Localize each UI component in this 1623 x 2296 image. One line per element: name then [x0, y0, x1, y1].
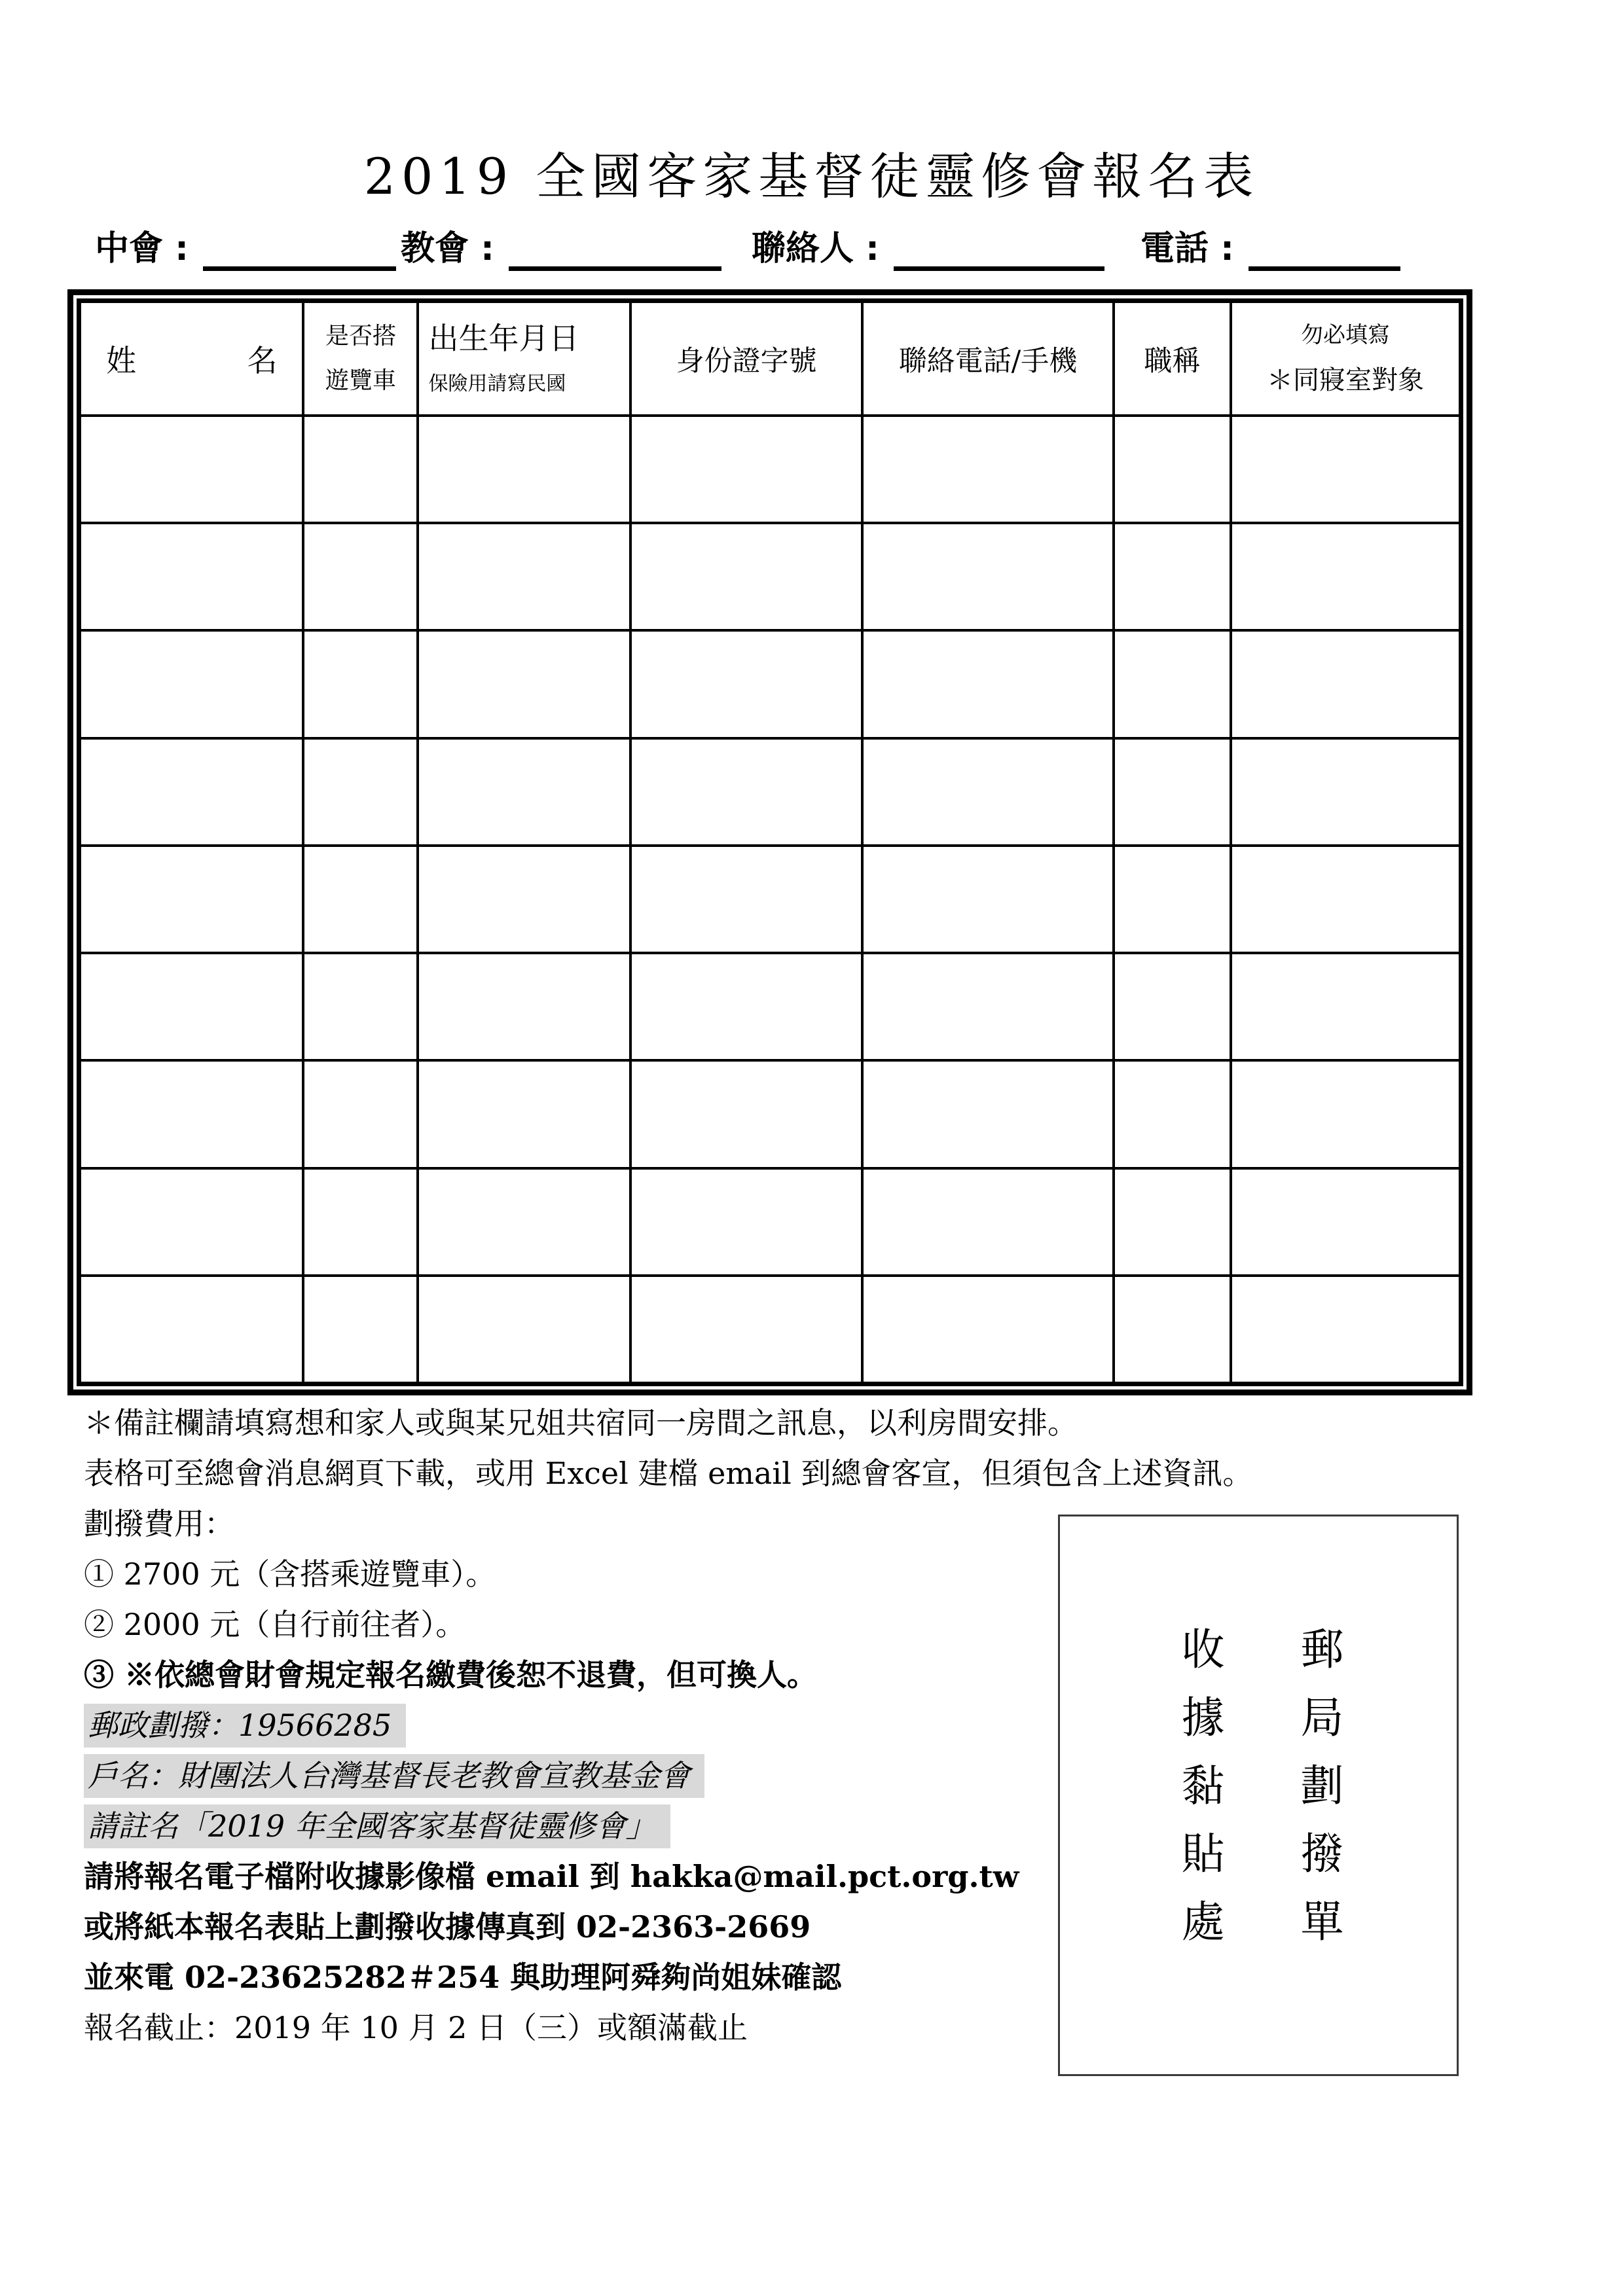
table-cell	[630, 630, 862, 738]
note-line: 請將報名電子檔附收據影像檔 email 到 hakka@mail.pct.org.tw	[84, 1858, 1019, 1894]
note-row	[84, 1852, 1066, 1902]
table-row	[80, 416, 1460, 523]
receipt-paste-label: 收據黏貼處	[1174, 1626, 1224, 1967]
table-cell	[630, 523, 862, 630]
table-cell	[862, 416, 1114, 523]
note-line: 劃撥費用：	[84, 1505, 234, 1541]
column-header-5: 聯絡電話/手機	[862, 302, 1114, 416]
table-row	[80, 953, 1460, 1060]
table-cell	[630, 1276, 862, 1383]
note-row	[84, 1650, 1066, 1700]
table-cell	[1231, 738, 1460, 846]
column-header-1: 姓 名	[80, 302, 303, 416]
table-cell	[1231, 630, 1460, 738]
table-cell	[418, 738, 630, 846]
field-presbytery	[95, 215, 396, 275]
note-line: 或將紙本報名表貼上劃撥收據傳真到 02-2363-2669	[84, 1909, 811, 1945]
column-header-6: 職稱	[1114, 302, 1231, 416]
table-cell	[1114, 953, 1231, 1060]
table-cell	[1114, 1276, 1231, 1383]
table-row	[80, 523, 1460, 630]
table-cell	[862, 846, 1114, 953]
field-phone-label: 電話 :	[1140, 229, 1234, 268]
table-cell	[1231, 953, 1460, 1060]
note-line: 並來電 02‐23625282＃254 與助理阿舜夠尚姐妹確認	[84, 1959, 842, 1995]
column-header-3: 出生年月日 保險用請寫民國	[418, 302, 630, 416]
note-row	[84, 1902, 1066, 1952]
note-line: 請註名「2019 年全國客家基督徒靈修會」	[84, 1804, 670, 1848]
field-contact-person-label: 聯絡人 :	[752, 229, 879, 268]
note-row	[84, 1751, 1066, 1801]
table-row	[80, 630, 1460, 738]
registration-table	[67, 289, 1472, 1395]
note-line: ① 2700 元（含搭乘遊覽車）。	[84, 1556, 496, 1592]
table-cell	[303, 1060, 418, 1168]
table-row	[80, 846, 1460, 953]
field-presbytery-label: 中會 :	[95, 229, 189, 268]
table-cell	[303, 630, 418, 738]
table-cell	[1114, 1060, 1231, 1168]
table-cell	[418, 953, 630, 1060]
table-cell	[80, 953, 303, 1060]
note-row	[84, 1600, 1066, 1650]
note-row	[84, 1952, 1066, 2003]
table-cell	[630, 846, 862, 953]
note-row	[84, 1499, 1066, 1549]
column-header-2: 是否搭 遊覽車	[303, 302, 418, 416]
table-cell	[862, 738, 1114, 846]
table-cell	[1231, 523, 1460, 630]
note-line: 表格可至總會消息網頁下載，或用 Excel 建檔 email 到總會客宣，但須包含上述資訊。	[84, 1455, 1253, 1491]
table-cell	[630, 1168, 862, 1276]
note-row	[84, 1448, 1253, 1499]
note-row	[84, 1700, 1066, 1751]
field-phone-blank-line	[1249, 266, 1400, 271]
note-row	[84, 1801, 1066, 1852]
table-cell	[303, 523, 418, 630]
table-cell	[862, 1060, 1114, 1168]
table-cell	[80, 1168, 303, 1276]
table-row	[80, 738, 1460, 846]
table-cell	[1231, 1168, 1460, 1276]
table-cell	[1114, 416, 1231, 523]
table-cell	[630, 416, 862, 523]
table-cell	[1231, 846, 1460, 953]
table-row	[80, 1168, 1460, 1276]
table-cell	[303, 1276, 418, 1383]
table-cell	[630, 1060, 862, 1168]
field-phone	[1140, 215, 1400, 275]
note-line: 報名截止：2019 年 10 月 2 日（三）或額滿截止	[84, 2009, 748, 2045]
table-cell	[303, 738, 418, 846]
column-header-7: 勿必填寫 ＊同寢室對象	[1231, 302, 1460, 416]
note-line: 郵政劃撥：19566285	[84, 1704, 406, 1748]
table-cell	[630, 738, 862, 846]
receipt-paste-box	[1058, 1515, 1459, 2076]
table-cell	[862, 630, 1114, 738]
table-cell	[418, 1168, 630, 1276]
table-cell	[418, 630, 630, 738]
table-cell	[1114, 1168, 1231, 1276]
table-cell	[630, 953, 862, 1060]
table-cell	[80, 1276, 303, 1383]
table-cell	[1231, 416, 1460, 523]
table-header-row	[80, 302, 1460, 416]
table-row	[80, 1060, 1460, 1168]
table-cell	[862, 953, 1114, 1060]
table-cell	[80, 738, 303, 846]
table-cell	[80, 416, 303, 523]
table-cell	[862, 1276, 1114, 1383]
note-line: 戶名：財團法人台灣基督長老教會宣教基金會	[84, 1754, 704, 1798]
table-cell	[1114, 523, 1231, 630]
table-cell	[303, 846, 418, 953]
table-cell	[80, 630, 303, 738]
table-row	[80, 1276, 1460, 1383]
table-cell	[303, 953, 418, 1060]
table-cell	[418, 1060, 630, 1168]
table-cell	[862, 1168, 1114, 1276]
table-cell	[1231, 1060, 1460, 1168]
field-contact-person-blank-line	[894, 266, 1104, 271]
table-cell	[418, 846, 630, 953]
table-cell	[418, 523, 630, 630]
note-line: ② 2000 元（自行前往者）。	[84, 1606, 466, 1642]
table-cell	[80, 1060, 303, 1168]
table-cell	[303, 416, 418, 523]
note-row	[84, 1549, 1066, 1600]
table-cell	[1114, 630, 1231, 738]
table-cell	[80, 846, 303, 953]
table-cell	[418, 416, 630, 523]
field-presbytery-blank-line	[203, 266, 396, 271]
note-row	[84, 1398, 1078, 1448]
field-church-label: 教會 :	[401, 229, 494, 268]
note-row	[84, 2003, 1066, 2053]
table-cell	[418, 1276, 630, 1383]
field-church	[401, 215, 721, 275]
table-cell	[1114, 846, 1231, 953]
table-cell	[1114, 738, 1231, 846]
registration-table-el	[79, 300, 1461, 1384]
column-header-4: 身份證字號	[630, 302, 862, 416]
note-line: ③ ※依總會財會規定報名繳費後恕不退費，但可換人。	[84, 1657, 818, 1693]
page-title: 2019 全國客家基督徒靈修會報名表	[363, 147, 1260, 206]
table-cell	[303, 1168, 418, 1276]
field-church-blank-line	[509, 266, 721, 271]
postal-giro-slip-label: 郵局劃撥單	[1293, 1626, 1343, 1967]
field-contact-person	[752, 215, 1104, 275]
table-cell	[862, 523, 1114, 630]
table-cell	[1231, 1276, 1460, 1383]
table-cell	[80, 523, 303, 630]
note-line: ＊備註欄請填寫想和家人或與某兄姐共宿同一房間之訊息，以利房間安排。	[84, 1405, 1078, 1441]
